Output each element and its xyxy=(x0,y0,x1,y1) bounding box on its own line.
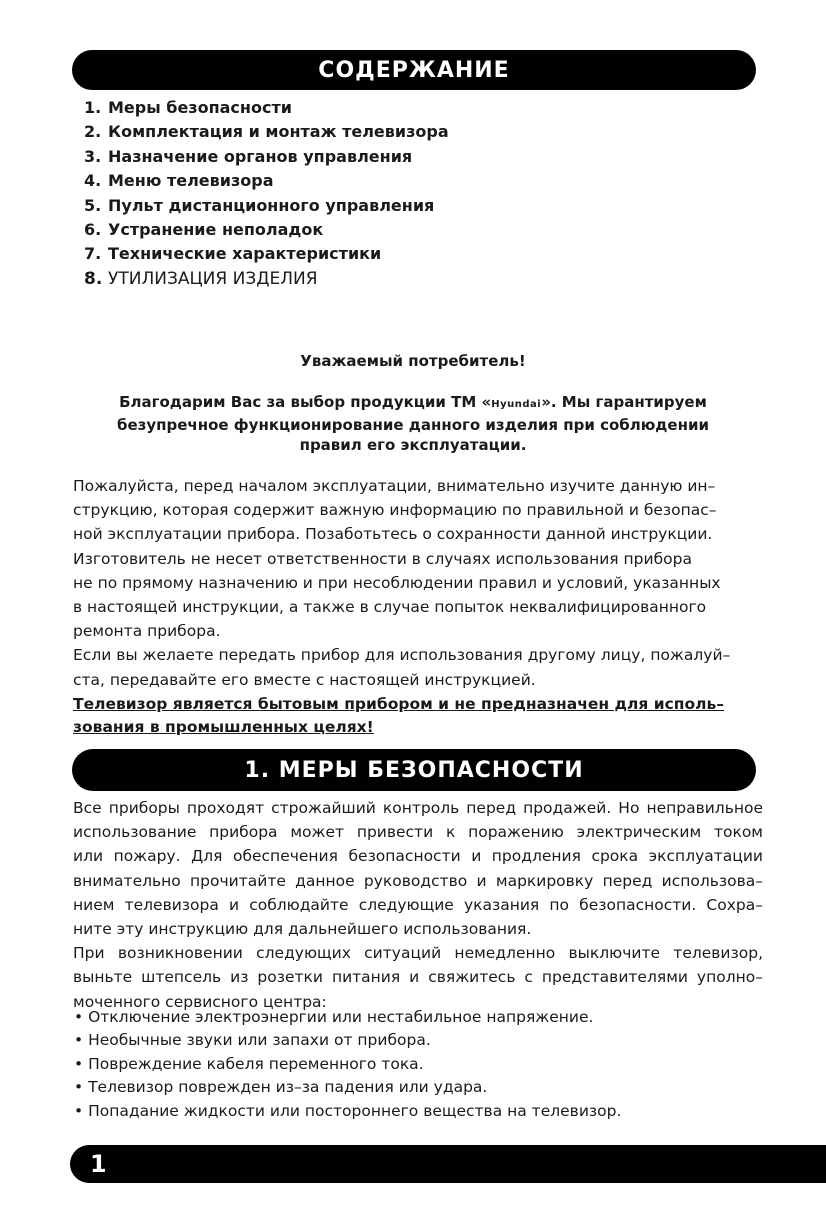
toc-item: 7. Технические характеристики xyxy=(84,244,382,264)
greeting-heading: Уважаемый потребитель! xyxy=(300,352,526,370)
thanks-paragraph: Благодарим Вас за выбор продукции ТМ «Hyundai». Мы гарантируем безупречное функционирование данного изделия при соблюдении правил его эксплуатации. xyxy=(117,393,709,454)
list-item: • Необычные звуки или запахи от прибора. xyxy=(74,1031,431,1050)
brand-name: Hyundai xyxy=(491,399,542,410)
safety-paragraph: Все приборы проходят строжайший контроль перед продажей. Но неправильное использование прибора может привести к поражению электрическим током или пожару. Для обеспечения безопасности и продления срока эксплуатации внимательно прочитайте данное руководство и маркировку перед использова– нием телевизора и соблюдайте следующие указания по безопасности. Сохра– ните эту инструкцию для дальнейшего использования. При возникновении следующих ситуаций немедленно выключите телевизор, выньте штепсель из розетки питания и свяжитесь с представителями уполно– моченного сервисного центра: xyxy=(73,799,763,1011)
toc-item: 3. Назначение органов управления xyxy=(84,146,413,166)
footer-bar xyxy=(70,1145,826,1183)
list-item: • Повреждение кабеля переменного тока. xyxy=(74,1054,424,1073)
emergency-situations-list xyxy=(74,1006,621,1123)
section-1-banner xyxy=(72,749,756,791)
list-item: • Телевизор поврежден из–за падения или удара. xyxy=(74,1078,488,1097)
toc-item: 8. УТИЛИЗАЦИЯ ИЗДЕЛИЯ xyxy=(84,268,318,289)
toc-item: 4. Меню телевизора xyxy=(84,171,274,191)
toc-item: 1. Меры безопасности xyxy=(84,98,292,117)
toc-title: СОДЕРЖАНИЕ xyxy=(318,57,510,83)
toc-item: 6. Устранение неполадок xyxy=(84,219,324,239)
intro-paragraph: Пожалуйста, перед началом эксплуатации, внимательно изучите данную ин– струкцию, которая содержит важную информацию по правильной и безопас– ной эксплуатации прибора. Позаботьтесь о сохранности данной инструкции. Изготовитель не несет ответственности в случаях использования прибора не по прямому назначению и при несоблюдении правил и условий, указанных в настоящей инструкции, а также в случае попыток неквалифицированного ремонта прибора. Если вы желаете передать прибор для использования другому лицу, пожалуй– ста, передавайте его вместе с настоящей инструкцией. xyxy=(73,477,731,689)
toc-title-banner xyxy=(72,50,756,90)
list-item: • Попадание жидкости или постороннего вещества на телевизор. xyxy=(74,1101,622,1120)
list-item: • Отключение электроэнергии или нестабильное напряжение. xyxy=(74,1008,594,1026)
page-number: 1 xyxy=(90,1150,107,1178)
section-1-title: 1. МЕРЫ БЕЗОПАСНОСТИ xyxy=(244,757,584,783)
toc-item: 5. Пульт дистанционного управления xyxy=(84,195,435,215)
household-use-warning: Телевизор является бытовым прибором и не предназначен для исполь– зования в промышленных целях! xyxy=(73,695,725,736)
toc-item: 2. Комплектация и монтаж телевизора xyxy=(84,122,449,142)
table-of-contents xyxy=(84,96,449,291)
